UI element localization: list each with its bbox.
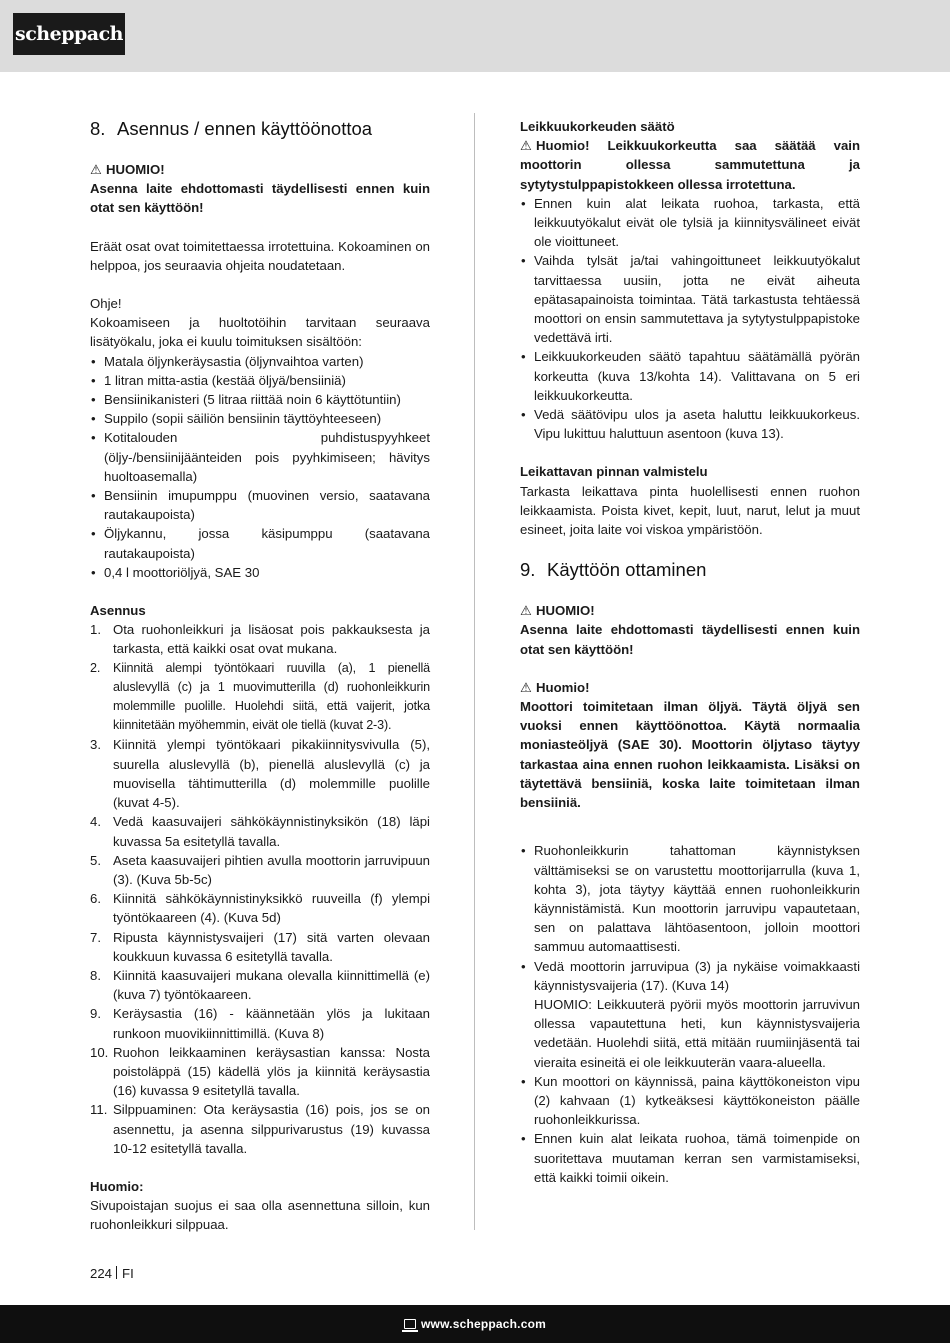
list-item: • Leikkuukorkeuden säätö tapahtuu säätämällä pyörän korkeutta (kuva 13/kohta 14). Valittavana on 5 eri leikkuukorkeutta. bbox=[520, 347, 860, 405]
list-item: • Bensiinikanisteri (5 litraa riittää noin 6 käyttötuntiin) bbox=[90, 390, 430, 409]
list-item: 11. Silppuaminen: Ota keräysastia (16) pois, jos se on asennettu, ja asenna silppurivarustus (19) kuvassa 10-12 esitetyllä tavalla. bbox=[90, 1102, 430, 1156]
oil-warning-text: Moottori toimitetaan ilman öljyä. Täytä öljyä sen vuoksi ennen käyttöönottoa. Käytä normaalia moniasteöljyä (SAE 30). Moottorin öljytaso täytyy tarkastaa aina ennen ruohon leikkaamista. Lisäksi on täytettävä bensiiniä, koska laite toimitetaan ilman bensiiniä. bbox=[520, 699, 860, 811]
note-text: Sivupoistajan suojus ei saa olla asennettuna silloin, kun ruohonleikkuri silppuaa. bbox=[90, 1198, 430, 1233]
list-item: • Kotitalouden puhdistuspyyhkeet (öljy-/bensiinijäänteiden pois pyyhkimiseen; hävitys huoltoasemalla) bbox=[90, 428, 430, 486]
assembly-steps bbox=[90, 620, 430, 1158]
warning-heading: ⚠ HUOMIO! bbox=[520, 601, 860, 620]
blade-warning-text: HUOMIO: Leikkuuterä pyörii myös moottorin jarruvivun ollessa vapautettuna heti, kun käynnistysvaijeria vedetään. Huolehdi siitä, että mitään ruumiinjäsentä tai vieraita esineitä ei ole leikkuuterän vaara-alueella. bbox=[534, 996, 860, 1070]
surface-prep-text: Tarkasta leikattava pinta huolellisesti ennen ruohon leikkaamista. Poista kivet, kepit, luut, narut, lelut ja muut esineet, joita laite voi viskoa ympäristöön. bbox=[520, 483, 860, 538]
list-item: • 1 litran mitta-astia (kestää öljyä/bensiiniä) bbox=[90, 371, 430, 390]
list-item: 4. Vedä kaasuvaijeri sähkökäynnistinyksikön (18) läpi kuvassa 5a esitetyllä tavalla. bbox=[90, 814, 430, 849]
list-item: 9. Keräysastia (16) - käännetään ylös ja lukitaan runkoon muovikiinnittimillä. (Kuva 8) bbox=[90, 1006, 430, 1041]
warning-text: Asenna laite ehdottomasti täydellisesti ennen kuin otat sen käyttöön! bbox=[520, 622, 860, 657]
section-9-title: 9. Käyttöön ottaminen bbox=[520, 559, 707, 581]
list-item: 1. Ota ruohonleikkuri ja lisäosat pois pakkauksesta ja tarkasta, että kaikki osat ovat mukana. bbox=[90, 622, 430, 657]
warning-triangle-icon: ⚠ bbox=[90, 162, 102, 177]
list-item: 6. Kiinnitä sähkökäynnistinyksikkö ruuveilla (f) ylempi työntökaareen (4). (Kuva 5d) bbox=[90, 891, 430, 926]
page-number: 224 FI bbox=[90, 1266, 134, 1281]
warning-heading: ⚠ HUOMIO! bbox=[90, 160, 430, 179]
start-list bbox=[520, 841, 860, 1187]
right-column bbox=[520, 117, 860, 1187]
section-8-title: 8. Asennus / ennen käyttöönottoa bbox=[90, 118, 373, 139]
list-item: • Öljykannu, jossa käsipumppu (saatavana rautakaupoista) bbox=[90, 524, 430, 562]
tip-text: Kokoamiseen ja huoltotöihin tarvitaan seuraava lisätyökalu, joka ei kuulu toimituksen sisältöön: bbox=[90, 315, 430, 350]
list-item: 7. Ripusta käynnistysvaijeri (17) sitä varten olevaan koukkuun kuvassa 6 esitetyllä tavalla. bbox=[90, 929, 430, 964]
note-heading: Huomio: bbox=[90, 1178, 144, 1194]
list-item: 2. Kiinnitä alempi työntökaari ruuvilla (a), 1 pienellä aluslevyllä (c) ja 1 muovimutterilla (d) ruohonleikkurin molemmille puolille. Huolehdi siitä, että vaijerit, jotka kiinnitetään myöhemmin, eivät ole tiellä (kuvat 2-3). bbox=[90, 660, 430, 733]
warning-triangle-icon: ⚠ bbox=[520, 603, 532, 619]
list-item: • Ennen kuin alat leikata ruohoa, tämä toimenpide on suoritettava muutaman kerran sen varmistamiseksi, että kaikki toimii oikein. bbox=[520, 1129, 860, 1187]
left-column bbox=[90, 117, 430, 1235]
list-item: • Vedä säätövipu ulos ja aseta haluttu leikkuukorkeus. Vipu lukittuu haluttuun asentoon (kuva 13). bbox=[520, 405, 860, 443]
surface-prep-heading: Leikattavan pinnan valmistelu bbox=[520, 464, 708, 480]
list-item: • Vaihda tylsät ja/tai vahingoittuneet leikkuutyökalut tarvittaessa uusiin, jotta ne eivät aiheuta epätasapainoista toimintaa. Tätä tarkastusta tehtäessä moottori on ensin sammutettava ja sytytystulppapistoke vedettävä irti. bbox=[520, 251, 860, 347]
assembly-heading: Asennus bbox=[90, 603, 146, 619]
list-item: • Matala öljynkeräysastia (öljynvaihtoa varten) bbox=[90, 352, 430, 371]
cutting-height-warning: ⚠ Huomio! Leikkuukorkeutta saa säätää vain moottorin ollessa sammutettuna ja sytytystulppapistokkeen ollessa irrotettuna. bbox=[520, 138, 860, 192]
list-item: 5. Aseta kaasuvaijeri pihtien avulla moottorin jarruvipuun (3). (Kuva 5b-5c) bbox=[90, 852, 430, 887]
list-item: 3. Kiinnitä ylempi työntökaari pikakiinnitysvivulla (5), suurella aluslevyllä (b), pienellä aluslevyllä (c) ja muovisella tähtimutterilla (d) molemmille puolille (kuvat 4-5). bbox=[90, 737, 430, 811]
computer-icon bbox=[404, 1319, 416, 1329]
warning-text: Asenna laite ehdottomasti täydellisesti ennen kuin otat sen käyttöön! bbox=[90, 181, 430, 216]
list-item: • Ennen kuin alat leikata ruohoa, tarkasta, että leikkuutyökalut eivät ole tylsiä ja kiinnitysvälineet eivät ole vioittuneet. bbox=[520, 194, 860, 252]
list-item: • Suppilo (sopii säiliön bensiinin täyttöyhteeseen) bbox=[90, 409, 430, 428]
list-item: 10. Ruohon leikkaaminen keräysastian kanssa: Nosta poistoläppä (15) kädellä ylös ja kiinnitä keräysastia (16) kuvassa 9 esitetyllä tavalla. bbox=[90, 1044, 430, 1099]
list-item: 8. Kiinnitä kaasuvaijeri mukana olevalla kiinnittimellä (e) (kuva 7) työntökaareen. bbox=[90, 967, 430, 1003]
warning-triangle-icon: ⚠ bbox=[520, 138, 532, 154]
cutting-height-heading: Leikkuukorkeuden säätö bbox=[520, 119, 675, 134]
warning-triangle-icon: ⚠ bbox=[520, 679, 532, 695]
tip-label: Ohje! bbox=[90, 296, 122, 312]
cutting-height-list bbox=[520, 194, 860, 444]
intro-paragraph: Eräät osat ovat toimitettaessa irrotettuina. Kokoaminen on helppoa, jos seuraavia ohjeita noudatetaan. bbox=[90, 238, 430, 273]
list-item: • Ruohonleikkurin tahattoman käynnistyksen välttämiseksi se on varustettu moottorijarrulla (kuva 1, kohta 3), jota täytyy käyttää ennen ruohonleikkurin käynnistämistä. Kun moottorin jarruvipu vapautetaan, sen on palattava lähtöasentoon, jolloin moottori sammuu automaattisesti. bbox=[520, 841, 860, 956]
footer-band bbox=[0, 1305, 950, 1343]
tools-list bbox=[90, 352, 430, 582]
header-band bbox=[0, 0, 950, 72]
brand-logo: scheppach bbox=[13, 13, 125, 55]
oil-warning-heading: ⚠ Huomio! bbox=[520, 678, 860, 697]
list-item: • 0,4 l moottoriöljyä, SAE 30 bbox=[90, 563, 430, 582]
column-divider bbox=[474, 113, 475, 1230]
website-link[interactable]: www.scheppach.com bbox=[421, 1317, 546, 1331]
list-item: • Kun moottori on käynnissä, paina käyttökoneiston vipu (2) kahvaan (1) kytkeäksesi käyttökoneiston päälle ruohonleikkurissa. bbox=[520, 1072, 860, 1130]
list-item: • Vedä moottorin jarruvipua (3) ja nykäise voimakkaasti käynnistysvaijeria (17). (Kuva 14) HUOMIO: Leikkuuterä pyörii myös moottorin jarruvivun ollessa vapautettuna heti, kun käynnistysvaijeria vedetään. Huolehdi siitä, että mitään ruumiinjäsentä tai vieraita esineitä ei ole leikkuuterän vaara-alueella. bbox=[520, 957, 860, 1072]
list-item: • Bensiinin imupumppu (muovinen versio, saatavana rautakaupoista) bbox=[90, 486, 430, 524]
